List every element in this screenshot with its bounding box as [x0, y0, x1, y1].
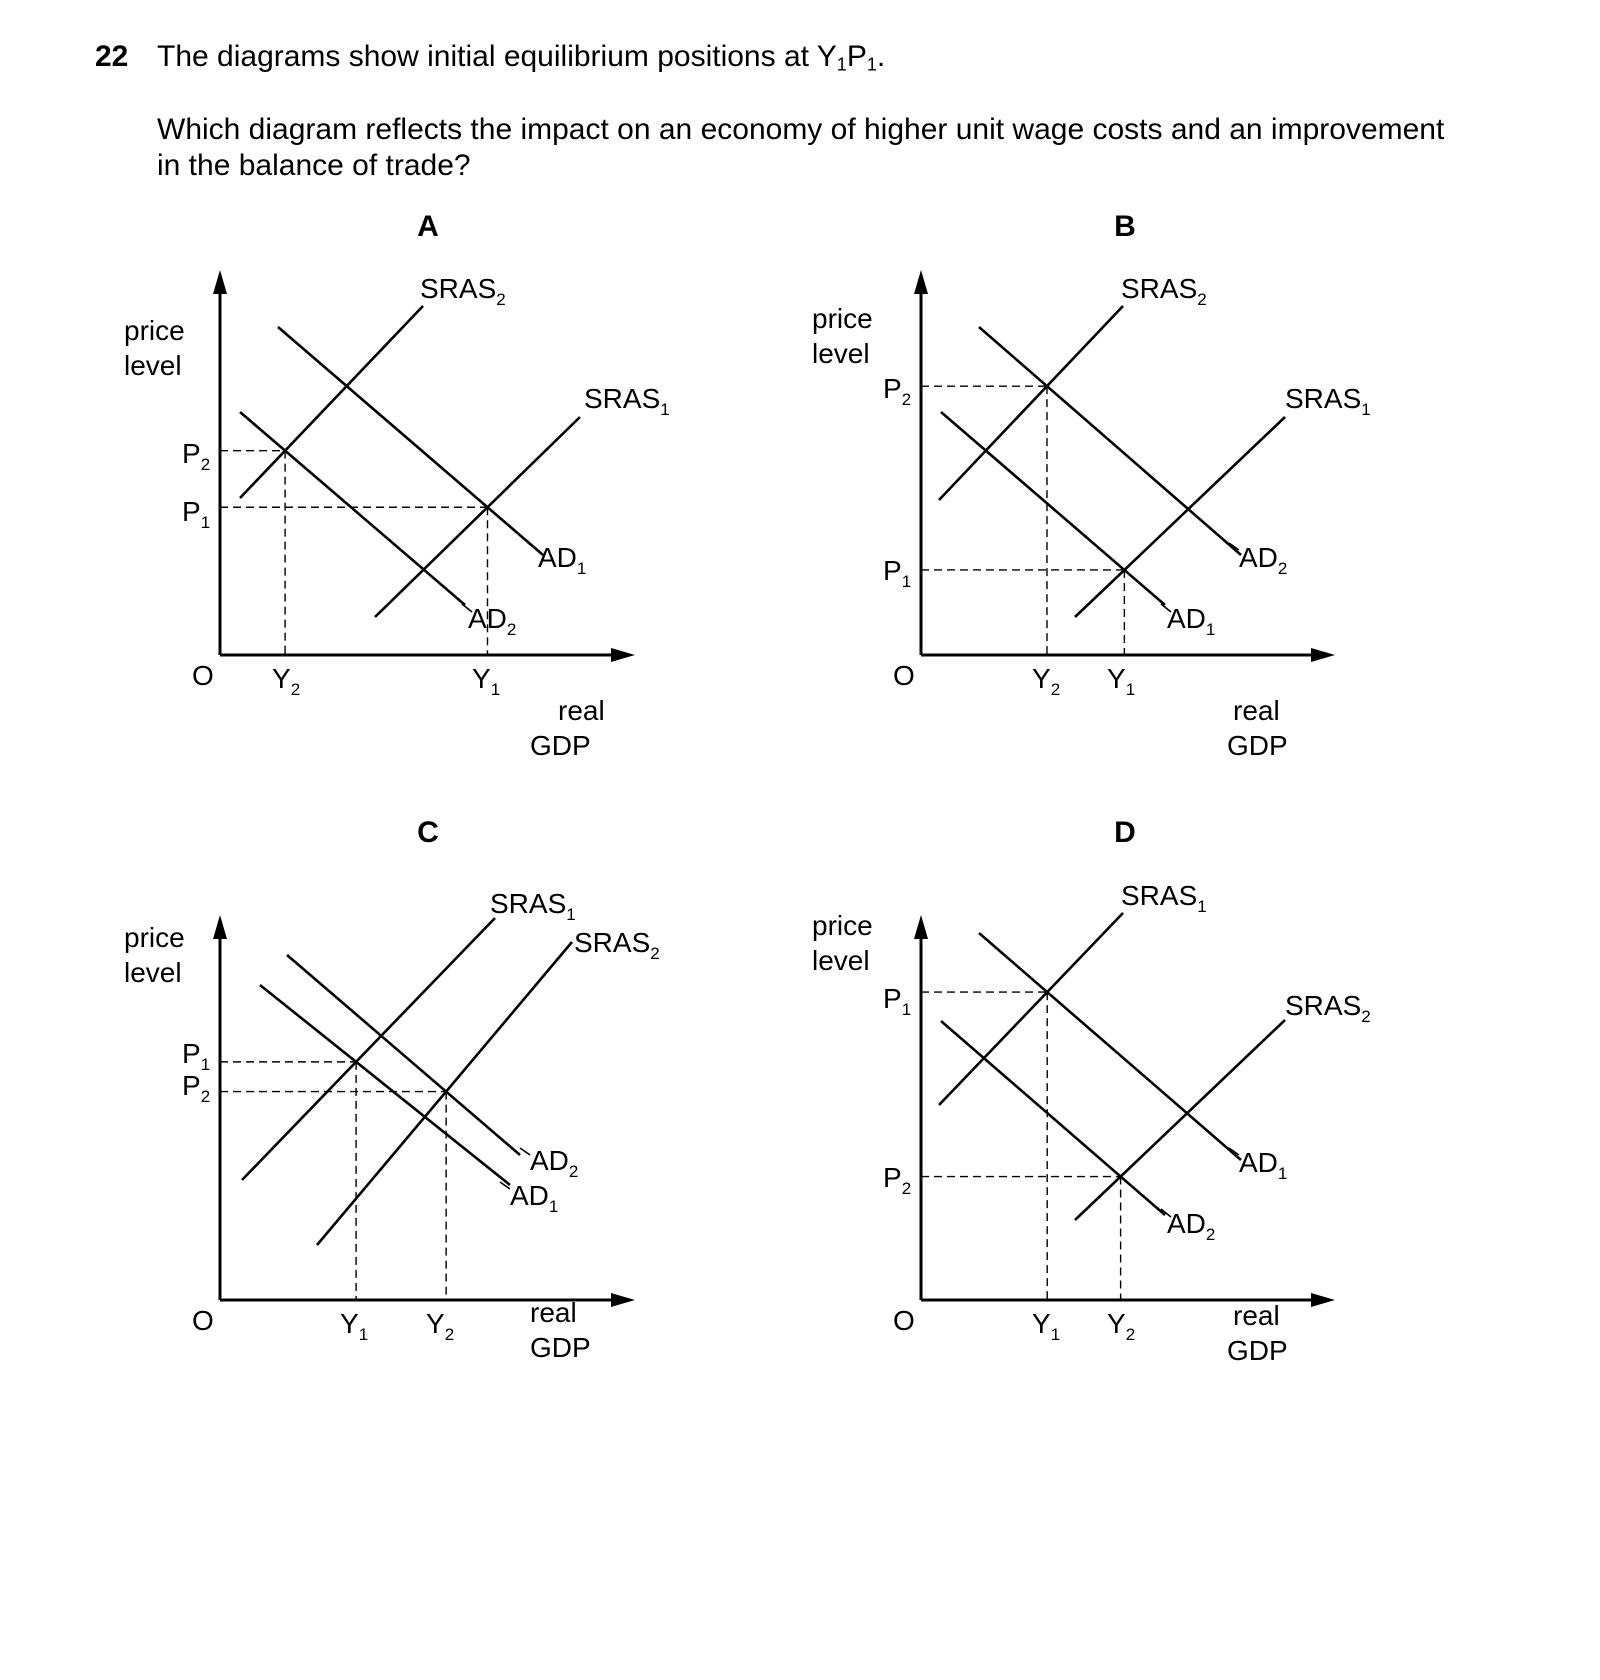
- curve-label-ad1: [1239, 1147, 1287, 1183]
- price-tick-p2: [182, 438, 210, 474]
- price-tick-p1-subscript: 1: [901, 572, 912, 591]
- output-tick-y1-main: Y: [340, 1308, 359, 1339]
- x-axis-arrow-icon: [1311, 648, 1335, 662]
- y-axis-label: level: [812, 945, 870, 976]
- curve-label-ad1-main: AD: [1239, 1147, 1278, 1178]
- output-tick-y2: [1107, 1308, 1135, 1344]
- output-tick-y2-subscript: 2: [1050, 680, 1061, 699]
- price-tick-p1-subscript: 1: [200, 513, 211, 532]
- diagram-b-title: B: [1114, 210, 1136, 243]
- price-tick-p1: [883, 983, 911, 1019]
- curve-label-ad1: [510, 1180, 558, 1216]
- diagram-d-title: D: [1114, 816, 1136, 849]
- x-axis-label: GDP: [530, 1332, 591, 1363]
- price-tick-p2-subscript: 2: [901, 390, 912, 409]
- curve-label-ad2-subscript: 2: [1277, 559, 1288, 578]
- y-axis-label: price: [812, 303, 873, 334]
- price-tick-p1: [182, 1038, 210, 1074]
- stem-math-subscript: 1: [836, 54, 847, 75]
- question-stem-body: [157, 112, 1537, 184]
- output-tick-y2-main: Y: [426, 1308, 445, 1339]
- curve-label-ad1-main: AD: [538, 542, 577, 573]
- price-tick-p1: [182, 496, 210, 532]
- y-axis-label: price: [124, 922, 185, 953]
- curve-ad2: [979, 327, 1241, 555]
- x-axis-arrow-icon: [611, 1293, 635, 1307]
- curve-label-ad2: [468, 603, 516, 639]
- y-axis-label: level: [124, 350, 182, 381]
- curve-sras2: [1075, 1020, 1288, 1220]
- curve-label-ad1-subscript: 1: [548, 1197, 559, 1216]
- output-tick-y1-subscript: 1: [1050, 1325, 1061, 1344]
- curve-label-ad1: [1167, 603, 1215, 639]
- curve-label-sras1-subscript: 1: [566, 905, 576, 924]
- curve-sras2: [240, 306, 423, 498]
- curve-label-sras2-main: SRAS: [574, 927, 651, 958]
- price-tick-p1-main: P: [883, 983, 902, 1014]
- curve-label-ad2-main: AD: [1239, 542, 1278, 573]
- curve-ad2: [941, 1021, 1165, 1215]
- curve-label-ad1-main: AD: [1167, 603, 1206, 634]
- origin-label: O: [192, 1305, 214, 1336]
- curve-label-ad1-subscript: 1: [576, 559, 587, 578]
- curve-label-ad1-main: AD: [510, 1180, 549, 1211]
- y-axis-label: price: [124, 315, 185, 346]
- curve-sras2: [939, 306, 1123, 500]
- y-axis-label: level: [124, 957, 182, 988]
- diagram-b: [812, 210, 1600, 850]
- price-tick-p2-subscript: 2: [200, 455, 211, 474]
- price-tick-p1-main: P: [883, 555, 902, 586]
- curve-label-sras1-main: SRAS: [584, 383, 661, 414]
- output-tick-y1: [1107, 663, 1135, 699]
- x-axis-label: real: [530, 1297, 577, 1328]
- question-stem-line3: in the balance of trade?: [157, 149, 471, 182]
- curve-ad1: [941, 412, 1165, 605]
- curve-label-sras2: [1121, 273, 1207, 309]
- curve-ad2: [240, 412, 465, 605]
- output-tick-y1: [340, 1308, 368, 1344]
- curve-label-sras1: [490, 888, 576, 924]
- curve-label-sras1-subscript: 1: [660, 400, 670, 419]
- curve-label-sras2-subscript: 2: [1197, 290, 1207, 309]
- curve-label-sras1: [584, 383, 670, 419]
- y-axis-arrow-icon: [914, 915, 928, 939]
- price-tick-p1-subscript: 1: [901, 1000, 912, 1019]
- curve-ad2: [287, 955, 520, 1155]
- output-tick-y1-subscript: 1: [358, 1325, 369, 1344]
- curve-label-sras1-main: SRAS: [490, 888, 567, 919]
- curve-sras1: [939, 913, 1123, 1105]
- curve-label-sras2: [1285, 990, 1371, 1026]
- x-axis-label: real: [558, 695, 605, 726]
- curve-label-sras1-subscript: 1: [1361, 400, 1371, 419]
- output-tick-y1-main: Y: [1032, 1308, 1051, 1339]
- x-axis-arrow-icon: [611, 648, 635, 662]
- x-axis-label: GDP: [1227, 730, 1288, 761]
- curve-sras1: [1075, 417, 1288, 617]
- stem-math-subscript: 1: [866, 54, 877, 75]
- curve-label-ad1-subscript: 1: [1277, 1164, 1288, 1183]
- x-axis-label: GDP: [1227, 1335, 1288, 1366]
- y-axis-label: price: [812, 910, 873, 941]
- diagram-c-title: C: [417, 816, 439, 849]
- output-tick-y2-main: Y: [1032, 663, 1051, 694]
- output-tick-y2: [272, 663, 300, 699]
- output-tick-y1-subscript: 1: [490, 680, 501, 699]
- price-tick-p1-main: P: [182, 1038, 201, 1069]
- price-tick-p2-subscript: 2: [901, 1179, 912, 1198]
- curve-label-sras1-main: SRAS: [1121, 880, 1198, 911]
- price-tick-p2-main: P: [883, 373, 902, 404]
- question-number: 22: [95, 40, 129, 73]
- curve-label-ad2-main: AD: [1167, 1208, 1206, 1239]
- curve-label-sras2-subscript: 2: [496, 290, 506, 309]
- stem-math-part: .: [876, 40, 886, 73]
- curve-label-ad2-subscript: 2: [568, 1162, 579, 1181]
- curve-label-sras1: [1285, 383, 1371, 419]
- output-tick-y1: [472, 663, 500, 699]
- curve-label-ad2-main: AD: [468, 603, 507, 634]
- y-axis-arrow-icon: [213, 270, 227, 294]
- curve-label-sras2-main: SRAS: [420, 273, 497, 304]
- output-tick-y2-subscript: 2: [1125, 1325, 1136, 1344]
- curve-label-ad2: [1167, 1208, 1215, 1244]
- price-tick-p2: [883, 1162, 911, 1198]
- curve-ad1: [260, 985, 510, 1185]
- curve-label-ad2-subscript: 2: [1205, 1225, 1216, 1244]
- stem-math: [817, 40, 885, 73]
- price-tick-p1-subscript: 1: [200, 1055, 211, 1074]
- curve-label-ad2: [1239, 542, 1287, 578]
- diagram-d: [812, 816, 1600, 1495]
- question-stem-line1: [157, 40, 885, 74]
- y-axis-arrow-icon: [213, 915, 227, 939]
- curve-sras1: [375, 417, 580, 617]
- price-tick-p2-main: P: [883, 1162, 902, 1193]
- stem-text: The diagrams show initial equilibrium positions at: [157, 40, 809, 73]
- y-axis-label: level: [812, 338, 870, 369]
- output-tick-y2-main: Y: [1107, 1308, 1126, 1339]
- curve-label-sras1-subscript: 1: [1197, 897, 1207, 916]
- price-tick-p2: [182, 1070, 210, 1106]
- price-tick-p2: [883, 373, 911, 409]
- price-tick-p2-subscript: 2: [200, 1087, 211, 1106]
- price-tick-p2-main: P: [182, 1070, 201, 1101]
- price-tick-p2-main: P: [182, 438, 201, 469]
- curve-label-sras2: [420, 273, 506, 309]
- curve-sras1: [242, 918, 495, 1180]
- x-axis-label: GDP: [530, 730, 591, 761]
- curve-label-sras2-main: SRAS: [1285, 990, 1362, 1021]
- x-axis-arrow-icon: [1311, 1293, 1335, 1307]
- curve-label-sras1-main: SRAS: [1285, 383, 1362, 414]
- curve-label-sras2-subscript: 2: [1361, 1007, 1371, 1026]
- origin-label: O: [893, 1305, 915, 1336]
- curve-label-ad1-subscript: 1: [1205, 620, 1216, 639]
- x-axis-label: real: [1233, 1300, 1280, 1331]
- origin-label: O: [192, 660, 214, 691]
- x-axis-label: real: [1233, 695, 1280, 726]
- output-tick-y1-subscript: 1: [1125, 680, 1136, 699]
- price-tick-p1: [883, 555, 911, 591]
- output-tick-y2: [426, 1308, 454, 1344]
- curve-label-sras2: [574, 927, 660, 963]
- stem-math-part: P: [846, 40, 867, 73]
- diagram-a: [110, 210, 870, 850]
- origin-label: O: [893, 660, 915, 691]
- question-stem-line2: Which diagram reflects the impact on an economy of higher unit wage costs and an improvement: [157, 113, 1445, 146]
- diagram-a-title: A: [417, 210, 439, 243]
- curve-label-leader: [528, 543, 538, 550]
- curve-label-ad1: [538, 542, 586, 578]
- output-tick-y2-subscript: 2: [290, 680, 301, 699]
- curve-ad1: [278, 327, 543, 555]
- output-tick-y1-main: Y: [1107, 663, 1126, 694]
- curve-label-sras2-main: SRAS: [1121, 273, 1198, 304]
- output-tick-y2-main: Y: [272, 663, 291, 694]
- curve-label-ad2: [530, 1145, 578, 1181]
- stem-math-part: Y: [816, 40, 837, 73]
- output-tick-y2-subscript: 2: [444, 1325, 455, 1344]
- curve-label-sras1: [1121, 880, 1207, 916]
- price-tick-p1-main: P: [182, 496, 201, 527]
- y-axis-arrow-icon: [914, 270, 928, 294]
- curve-label-ad2-main: AD: [530, 1145, 569, 1176]
- curve-label-sras2-subscript: 2: [650, 944, 660, 963]
- output-tick-y2: [1032, 663, 1060, 699]
- output-tick-y1: [1032, 1308, 1060, 1344]
- output-tick-y1-main: Y: [472, 663, 491, 694]
- curve-ad1: [979, 933, 1241, 1160]
- diagram-c: [110, 816, 870, 1495]
- curve-label-ad2-subscript: 2: [506, 620, 517, 639]
- curve-label-leader: [520, 1148, 530, 1155]
